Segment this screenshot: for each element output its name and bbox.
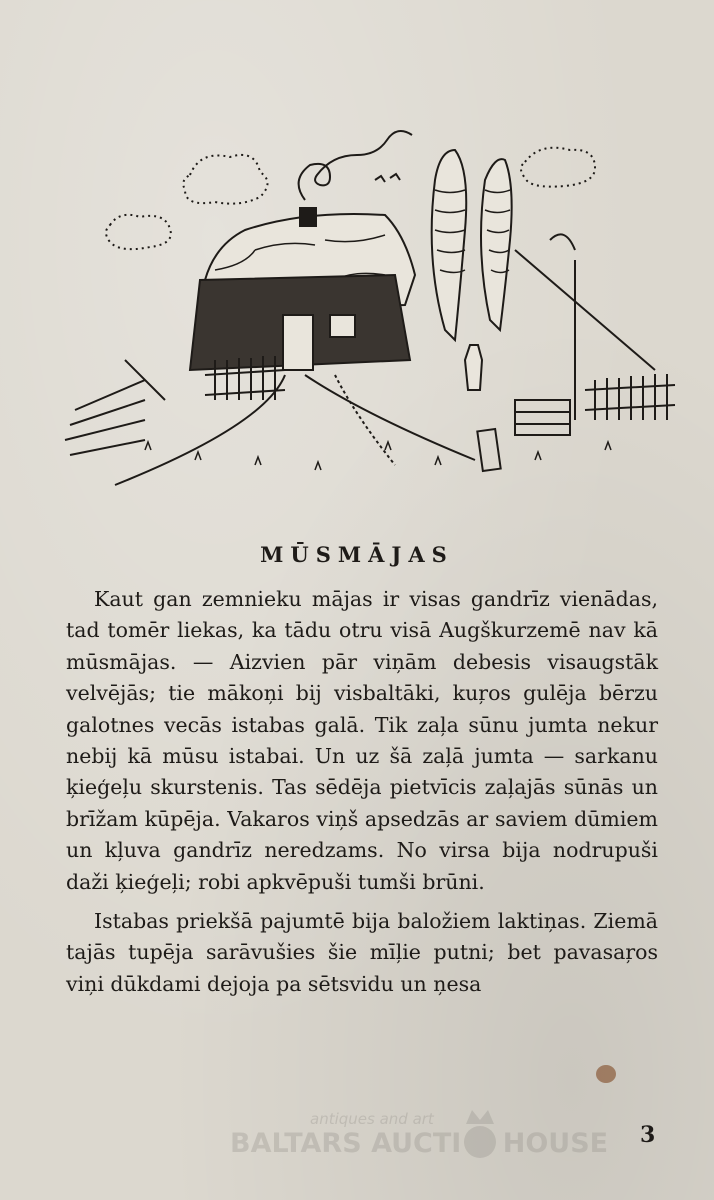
paragraph: Kaut gan zemnieku mājas ir visas gandrīz vienādas, tad tomēr liekas, ka tādu otru visā Augškurzemē nav kā mūsmājas. — Aizvien pār viņām debesis visaugstāk velvējās; tie mākoņi bij visbaltāki, kuŗos gulēja bērzu galotnes vecās istabas galā. Tik zaļa sūnu jumta nekur nebij kā mūsu istabai. Un uz šā zaļā jumta — sarkanu ķieģeļu skurstenis. Tas sēdēja pietvīcis zaļajās sūnās un brīžam kūpēja. Vakaros viņš apsedzās ar saviem dūmiem un kļuva gandrīz neredzams. No virsa bija nodrupuši daži ķieģeļi; robi apkvēpuši tumši brūni. [66, 587, 658, 894]
farmhouse-illustration [55, 120, 680, 495]
watermark-name: BALTARS AUCTI N HOUSE [230, 1128, 609, 1159]
watermark-tagline: antiques and art [310, 1110, 434, 1128]
paragraph: Istabas priekšā pajumtē bija baložiem laktiņas. Ziemā tajās tupēja sarāvušies šie mīļie putni; bet pavasaŗos viņi dūkdami dejoja pa sētsvidu un ņesa [66, 909, 658, 996]
watermark [230, 1110, 640, 1170]
chapter-title: MŪSMĀJAS [260, 542, 454, 567]
page-number: 3 [640, 1122, 656, 1148]
chapter-body [66, 584, 658, 1000]
paper-stain [596, 1065, 616, 1083]
crown-emblem-icon [458, 1104, 502, 1164]
